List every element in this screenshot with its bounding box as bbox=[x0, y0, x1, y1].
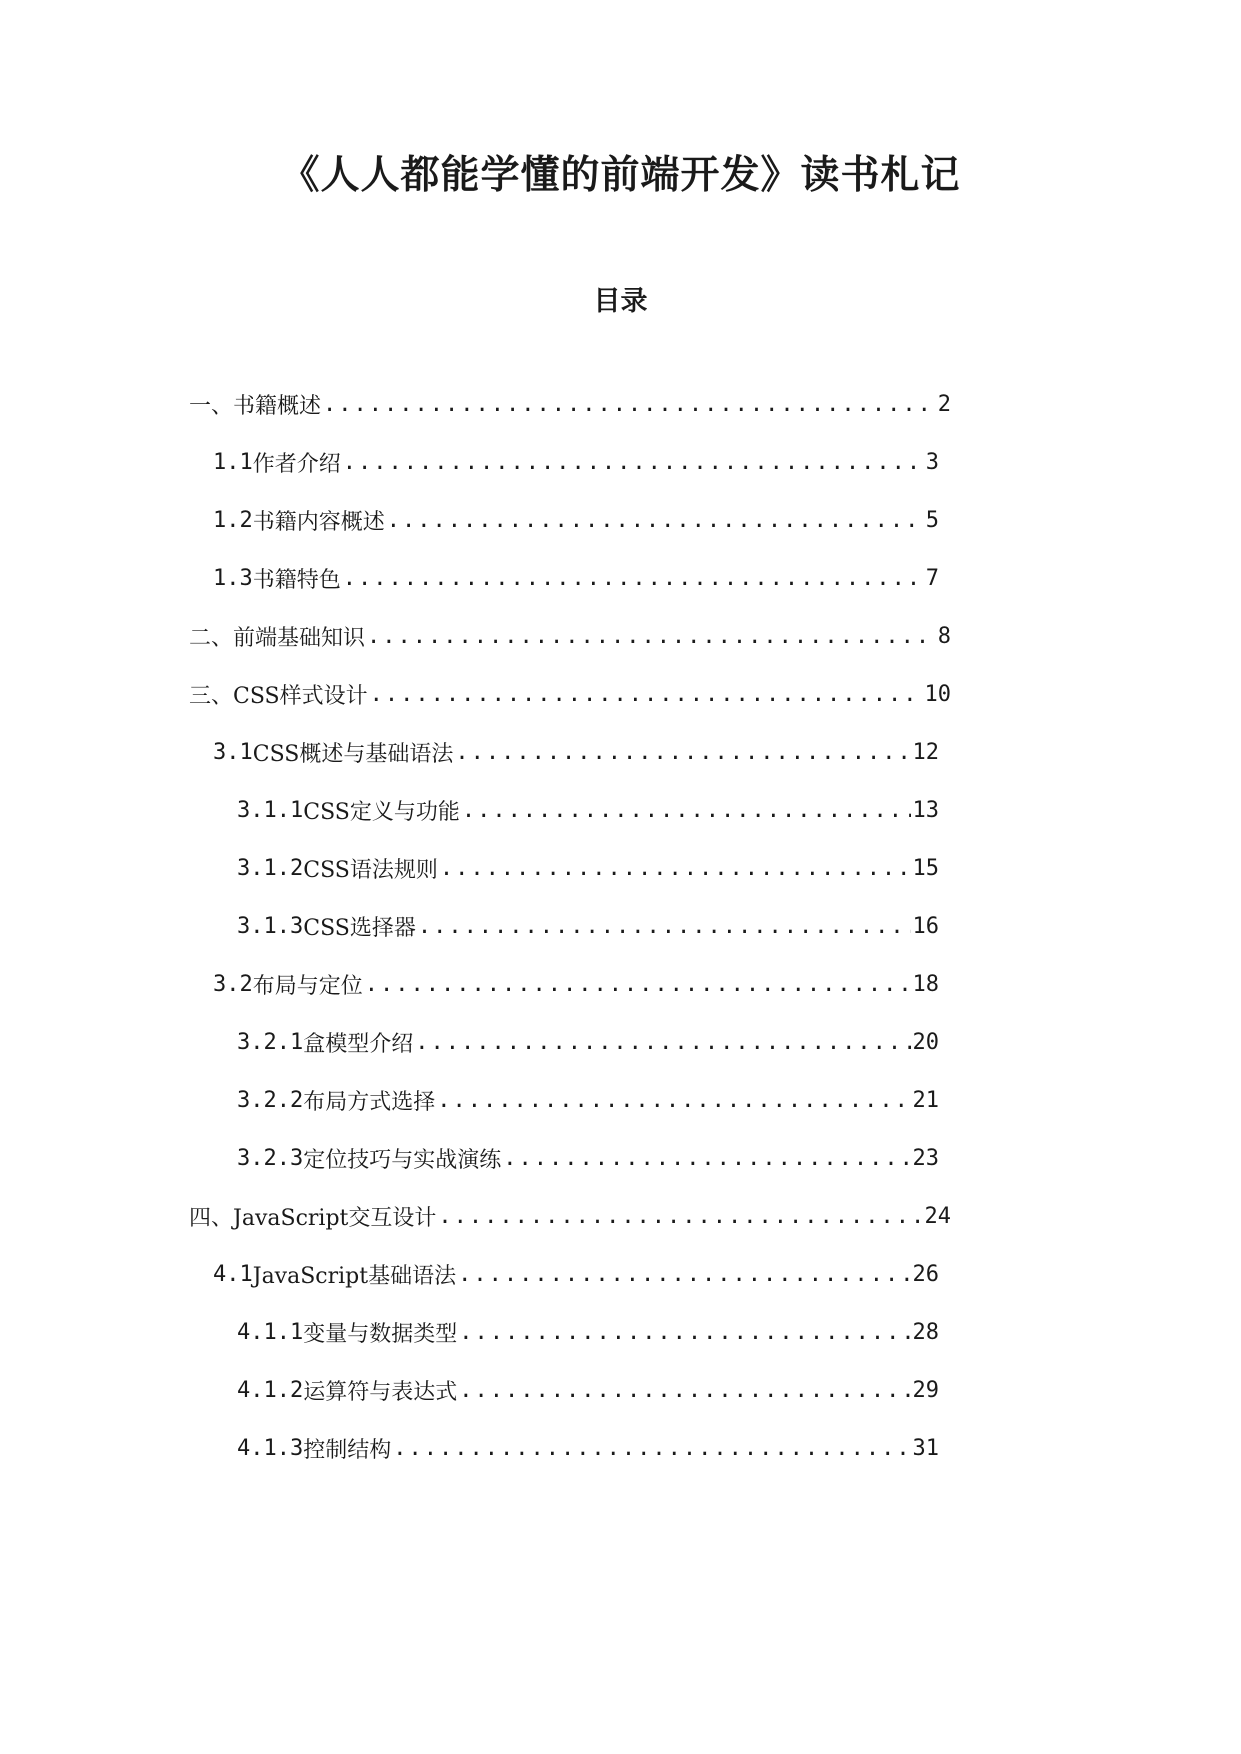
toc-entry-number: 二、 bbox=[189, 625, 234, 651]
toc-entry[interactable] bbox=[237, 848, 939, 888]
toc-entry[interactable] bbox=[213, 732, 939, 772]
toc-entry-page: 5 bbox=[925, 507, 939, 533]
toc-entry-number: 一、 bbox=[189, 393, 234, 419]
toc-dot-leader bbox=[370, 682, 923, 707]
toc-dot-leader bbox=[459, 1320, 910, 1345]
toc-entry-label: 布局与定位 bbox=[252, 973, 363, 999]
toc-entry[interactable] bbox=[237, 1138, 939, 1178]
toc-dot-leader bbox=[418, 914, 911, 939]
toc-entry-label: CSS样式设计 bbox=[233, 683, 368, 709]
toc-entry[interactable] bbox=[213, 442, 939, 482]
toc-entry-number: 3.2 bbox=[213, 971, 253, 997]
toc-entry-page: 12 bbox=[912, 739, 939, 765]
toc-entry-number: 3.1.3 bbox=[237, 913, 304, 939]
toc-entry[interactable] bbox=[237, 1080, 939, 1120]
toc-entry-number: 1.1 bbox=[213, 449, 253, 475]
toc-entry-label: CSS语法规则 bbox=[303, 857, 438, 883]
toc-entry-page: 28 bbox=[912, 1319, 939, 1345]
toc-dot-leader bbox=[462, 798, 911, 823]
toc-entry[interactable] bbox=[237, 906, 939, 946]
toc-entry-page: 13 bbox=[912, 797, 939, 823]
toc-entry-label: 书籍内容概述 bbox=[252, 509, 385, 535]
toc-entry-number: 4.1.1 bbox=[237, 1319, 304, 1345]
toc-entry-page: 2 bbox=[937, 391, 951, 417]
document-title: 《人人都能学懂的前端开发》读书札记 bbox=[280, 152, 961, 198]
toc-entry[interactable] bbox=[237, 1428, 939, 1468]
toc-entry[interactable] bbox=[237, 790, 939, 830]
toc-entry-number: 4.1.2 bbox=[237, 1377, 304, 1403]
toc-entry-number: 3.2.1 bbox=[237, 1029, 304, 1055]
toc-entry-page: 24 bbox=[924, 1203, 951, 1229]
toc-entry-page: 29 bbox=[912, 1377, 939, 1403]
toc-entry-page: 10 bbox=[924, 681, 951, 707]
toc-entry-page: 26 bbox=[912, 1261, 939, 1287]
toc-entry-label: 控制结构 bbox=[303, 1437, 392, 1463]
toc-entry-page: 3 bbox=[925, 449, 939, 475]
toc-entry-number: 三、 bbox=[189, 683, 234, 709]
toc-entry-number: 3.2.3 bbox=[237, 1145, 304, 1171]
toc-entry-page: 15 bbox=[912, 855, 939, 881]
toc-entry[interactable] bbox=[189, 674, 951, 714]
toc-dot-leader bbox=[365, 972, 911, 997]
toc-entry-number: 3.1.2 bbox=[237, 855, 304, 881]
toc-entry-label: CSS定义与功能 bbox=[303, 799, 460, 825]
toc-entry-page: 20 bbox=[912, 1029, 939, 1055]
toc-entry-page: 21 bbox=[912, 1087, 939, 1113]
toc-dot-leader bbox=[343, 450, 924, 475]
toc-entry-label: 书籍概述 bbox=[233, 393, 322, 419]
toc-dot-leader bbox=[415, 1030, 910, 1055]
toc-entry[interactable] bbox=[189, 616, 951, 656]
toc-dot-leader bbox=[323, 392, 936, 417]
toc-entry[interactable] bbox=[237, 1312, 939, 1352]
toc-entry-page: 18 bbox=[912, 971, 939, 997]
toc-entry-label: 定位技巧与实战演练 bbox=[303, 1147, 502, 1173]
toc-entry-label: 变量与数据类型 bbox=[303, 1321, 458, 1347]
toc-entry[interactable] bbox=[213, 558, 939, 598]
toc-entry-number: 3.1 bbox=[213, 739, 253, 765]
toc-heading: 目录 bbox=[593, 286, 648, 317]
toc-entry-label: 运算符与表达式 bbox=[303, 1379, 458, 1405]
toc-entry-label: JavaScript基础语法 bbox=[252, 1263, 457, 1289]
toc-entry[interactable] bbox=[213, 964, 939, 1004]
toc-entry[interactable] bbox=[189, 384, 951, 424]
toc-dot-leader bbox=[367, 624, 936, 649]
toc-entry-number: 四、 bbox=[189, 1205, 234, 1231]
toc-entry-label: 书籍特色 bbox=[252, 567, 341, 593]
toc-entry-page: 8 bbox=[937, 623, 951, 649]
toc-entry-number: 3.2.2 bbox=[237, 1087, 304, 1113]
toc-dot-leader bbox=[437, 1088, 910, 1113]
toc-entry-page: 7 bbox=[925, 565, 939, 591]
toc-dot-leader bbox=[438, 1204, 922, 1229]
toc-entry[interactable] bbox=[189, 1196, 951, 1236]
toc-dot-leader bbox=[459, 1378, 910, 1403]
toc-entry-label: JavaScript交互设计 bbox=[233, 1205, 437, 1231]
toc-entry-label: CSS概述与基础语法 bbox=[252, 741, 454, 767]
toc-dot-leader bbox=[440, 856, 911, 881]
toc-entry[interactable] bbox=[213, 500, 939, 540]
toc-dot-leader bbox=[343, 566, 924, 591]
toc-entry-number: 4.1 bbox=[213, 1261, 253, 1287]
toc-entry-label: CSS选择器 bbox=[303, 915, 416, 941]
toc-entry-label: 作者介绍 bbox=[252, 451, 341, 477]
toc-entry-number: 3.1.1 bbox=[237, 797, 304, 823]
toc-entry[interactable] bbox=[237, 1022, 939, 1062]
toc-entry-label: 布局方式选择 bbox=[303, 1089, 436, 1115]
toc-entry-number: 1.3 bbox=[213, 565, 253, 591]
toc-entry-label: 盒模型介绍 bbox=[303, 1031, 414, 1057]
toc-entry[interactable] bbox=[237, 1370, 939, 1410]
toc-entry-label: 前端基础知识 bbox=[233, 625, 366, 651]
toc-dot-leader bbox=[393, 1436, 910, 1461]
toc-entry-page: 16 bbox=[912, 913, 939, 939]
toc-entry[interactable] bbox=[213, 1254, 939, 1294]
toc-entry-page: 31 bbox=[912, 1435, 939, 1461]
toc-dot-leader bbox=[455, 740, 910, 765]
toc-dot-leader bbox=[387, 508, 924, 533]
toc-dot-leader bbox=[458, 1262, 910, 1287]
toc-entry-page: 23 bbox=[912, 1145, 939, 1171]
toc-entry-number: 1.2 bbox=[213, 507, 253, 533]
toc-dot-leader bbox=[503, 1146, 910, 1171]
toc-entry-number: 4.1.3 bbox=[237, 1435, 304, 1461]
